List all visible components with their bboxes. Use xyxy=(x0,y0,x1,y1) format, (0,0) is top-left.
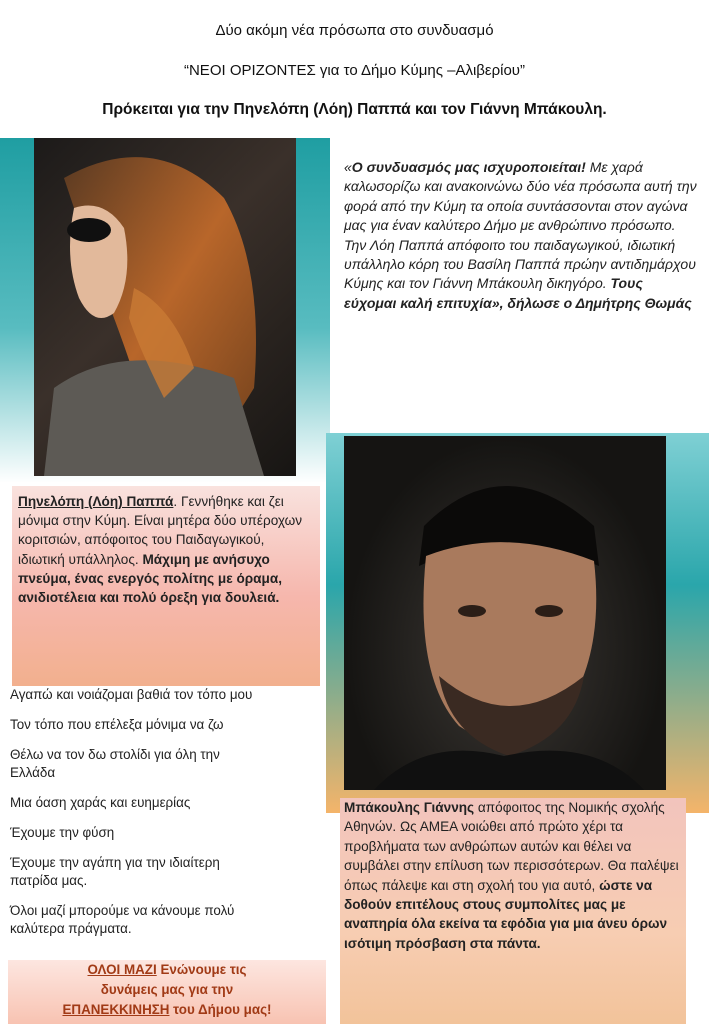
poem-line: καλύτερα πράγματα. xyxy=(10,921,132,936)
poem-line: πατρίδα μας. xyxy=(10,873,88,888)
poem-line: Αγαπώ και νοιάζομαι βαθιά τον τόπο μου xyxy=(10,687,253,702)
slogan-line-3: ΕΠΑΝΕΚΚΙΝΗΣΗ του Δήμου μας! xyxy=(62,1002,272,1017)
poem-line: Έχουμε την αγάπη για την ιδιαίτερη xyxy=(10,855,220,870)
photo-giannis-bakoulis xyxy=(344,436,666,790)
poem-line: Τον τόπο που επέλεξα μόνιμα να ζω xyxy=(10,717,224,732)
poem-line: Θέλω να τον δω στολίδι για όλη την xyxy=(10,747,220,762)
slogan-line-2: δυνάμεις μας για την xyxy=(100,982,234,997)
poem-line: Όλοι μαζί μπορούμε να κάνουμε πολύ xyxy=(10,903,235,918)
candidate-quote: «Ο συνδυασμός μας ισχυροποιείται! Με χαρά καλωσορίζω και ανακοινώνω δύο νέα πρόσωπα αυτή την φορά από την Κύμη τα οποία συντάσσονται στον αγώνα μας για έναν καλύτερο Δήμο με ανθρώπινο πρόσωπο. Την Λόη Παππά απόφοιτο του παιδαγωγικού, ιδιωτική υπάλληλο κόρη του Βασίλη Παππά πρώην αντιδημάρχου Κύμης και τον Γιάννη Μπάκουλη δικηγόρο. Τους εύχομαι καλή επιτυχία», δήλωσε ο Δημήτρης Θωμάς xyxy=(344,159,697,311)
header-line-3: Πρόκειται για την Πηνελόπη (Λόη) Παππά και τον Γιάννη Μπάκουλη. xyxy=(102,101,607,118)
man-portrait-illustration xyxy=(344,436,666,790)
slogan-block xyxy=(8,960,326,1024)
bio-penelope-pappa: Πηνελόπη (Λόη) Παππά. Γεννήθηκε και ζει μόνιμα στην Κύμη. Είναι μητέρα δύο υπέροχων κοριτσιών, απόφοιτος του Παιδαγωγικού, ιδιωτική υπάλληλος. Μάχιμη με ανήσυχο πνεύμα, ένας ενεργός πολίτης με όραμα, ανιδιοτέλεια και πολύ όρεξη για δουλειά. xyxy=(12,486,320,686)
poem-block xyxy=(10,686,330,938)
header-line-2: “ΝΕΟΙ ΟΡΙΖΟΝΤΕΣ για το Δήμο Κύμης –Αλιβερίου” xyxy=(183,62,525,79)
poem-line: Μια όαση χαράς και ευημερίας xyxy=(10,795,191,810)
poem-line: Ελλάδα xyxy=(10,765,56,780)
photo-penelope-pappa xyxy=(34,138,296,476)
poem-line: Έχουμε την φύση xyxy=(10,825,115,840)
header-line-1: Δύο ακόμη νέα πρόσωπα στο συνδυασμό xyxy=(215,22,494,39)
bio-giannis-bakoulis: Μπάκουλης Γιάννης απόφοιτος της Νομικής σχολής Αθηνών. Ως ΑΜΕΑ νοιώθει από πρώτο χέρι τα προβλήματα των ανθρώπων αυτών και θέλει να συμβάλει στην επίλυση των περισσότερων. Θα παλέψει όπως πάλεψε και στη σχολή του για αυτό, ώστε να δοθούν επιτέλους στους συμπολίτες μας με αναπηρία όλα εκείνα τα εφόδια για μια άνευ όρων ισότιμη πρόσβαση στα πάντα. xyxy=(340,798,686,1024)
woman-portrait-illustration xyxy=(34,138,296,476)
slogan-line-1: ΟΛΟΙ ΜΑΖΙ Ενώνουμε τις xyxy=(87,962,247,977)
